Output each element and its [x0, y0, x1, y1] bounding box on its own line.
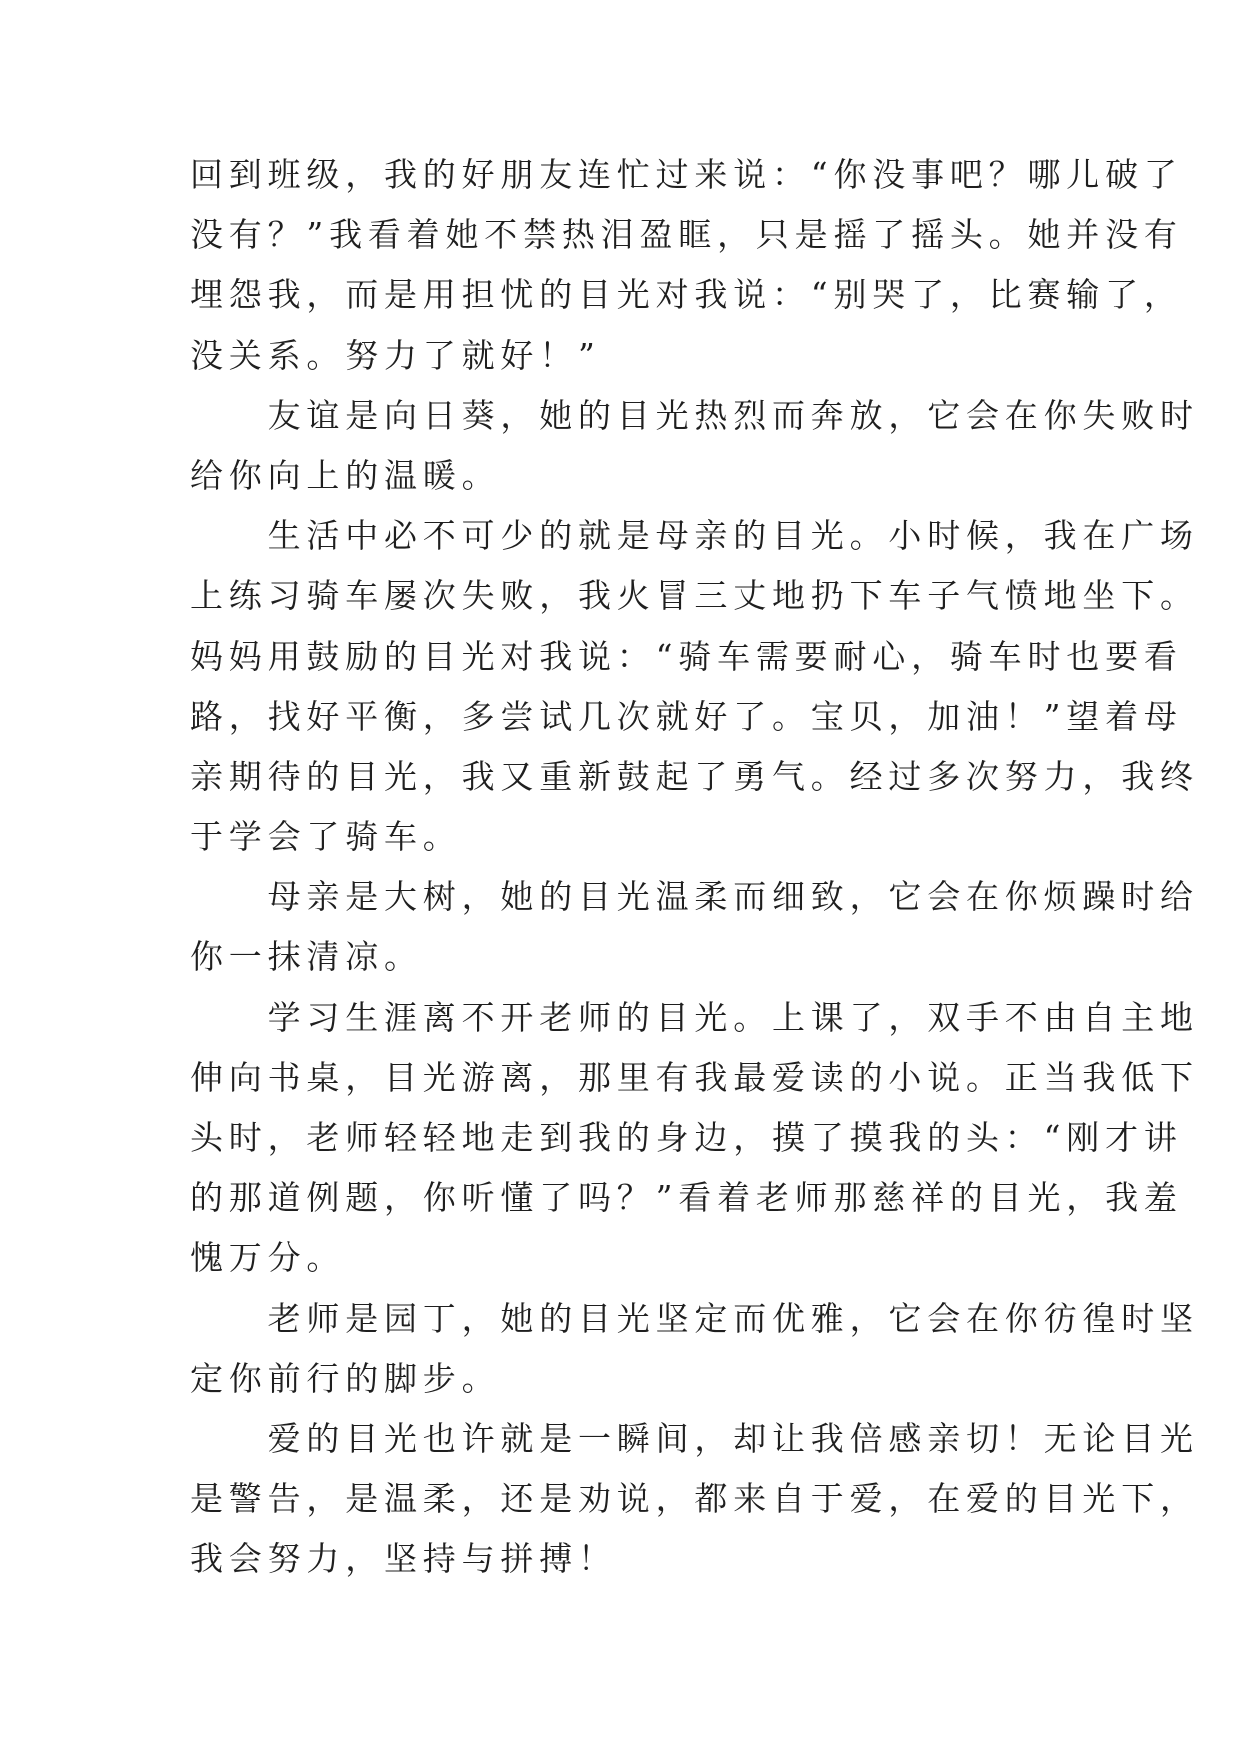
- text-line: 伸向书桌，目光游离，那里有我最爱读的小说。正当我低下: [190, 1057, 1199, 1097]
- text-line: 学习生涯离不开老师的目光。上课了，双手不由自主地: [190, 997, 1199, 1037]
- text-line: 老师是园丁，她的目光坚定而优雅，它会在你彷徨时坚: [190, 1298, 1199, 1338]
- body-text: [190, 145, 1199, 1590]
- text-line: 回到班级，我的好朋友连忙过来说：“你没事吧？哪儿破了: [190, 155, 1183, 194]
- text-line: 生活中必不可少的就是母亲的目光。小时候，我在广场: [190, 516, 1199, 556]
- text-line: 是警告，是温柔，还是劝说，都来自于爱，在爱的目光下，: [190, 1479, 1199, 1519]
- text-line: 给你向上的温暖。: [190, 455, 501, 495]
- text-line: 亲期待的目光，我又重新鼓起了勇气。经过多次努力，我终: [190, 756, 1199, 796]
- text-line: 的那道例题，你听懂了吗？”看着老师那慈祥的目光，我羞: [190, 1178, 1183, 1218]
- text-line: 头时，老师轻轻地走到我的身边，摸了摸我的头：“刚才讲: [190, 1118, 1183, 1157]
- text-line: 爱的目光也许就是一瞬间，却让我倍感亲切！无论目光: [190, 1418, 1199, 1458]
- text-line: 妈妈用鼓励的目光对我说：“骑车需要耐心，骑车时也要看: [190, 636, 1183, 676]
- text-line: 没有？”我看着她不禁热泪盈眶，只是摇了摇头。她并没有: [190, 215, 1183, 255]
- text-line: 于学会了骑车。: [190, 817, 462, 857]
- text-line: 路，找好平衡，多尝试几次就好了。宝贝，加油！”望着母: [190, 696, 1183, 736]
- text-line: 上练习骑车屡次失败，我火冒三丈地扔下车子气愤地坐下。: [190, 576, 1199, 616]
- text-line: 你一抹清凉。: [190, 937, 423, 977]
- text-line: 埋怨我，而是用担忧的目光对我说：“别哭了，比赛输了，: [190, 275, 1183, 315]
- text-line: 没关系。努力了就好！”: [190, 335, 601, 375]
- text-line: 母亲是大树，她的目光温柔而细致，它会在你烦躁时给: [190, 877, 1199, 917]
- text-line: 愧万分。: [190, 1238, 346, 1278]
- text-line: 友谊是向日葵，她的目光热烈而奔放，它会在你失败时: [190, 395, 1199, 435]
- text-line: 定你前行的脚步。: [190, 1358, 501, 1398]
- text-line: 我会努力，坚持与拼搏！: [190, 1539, 617, 1579]
